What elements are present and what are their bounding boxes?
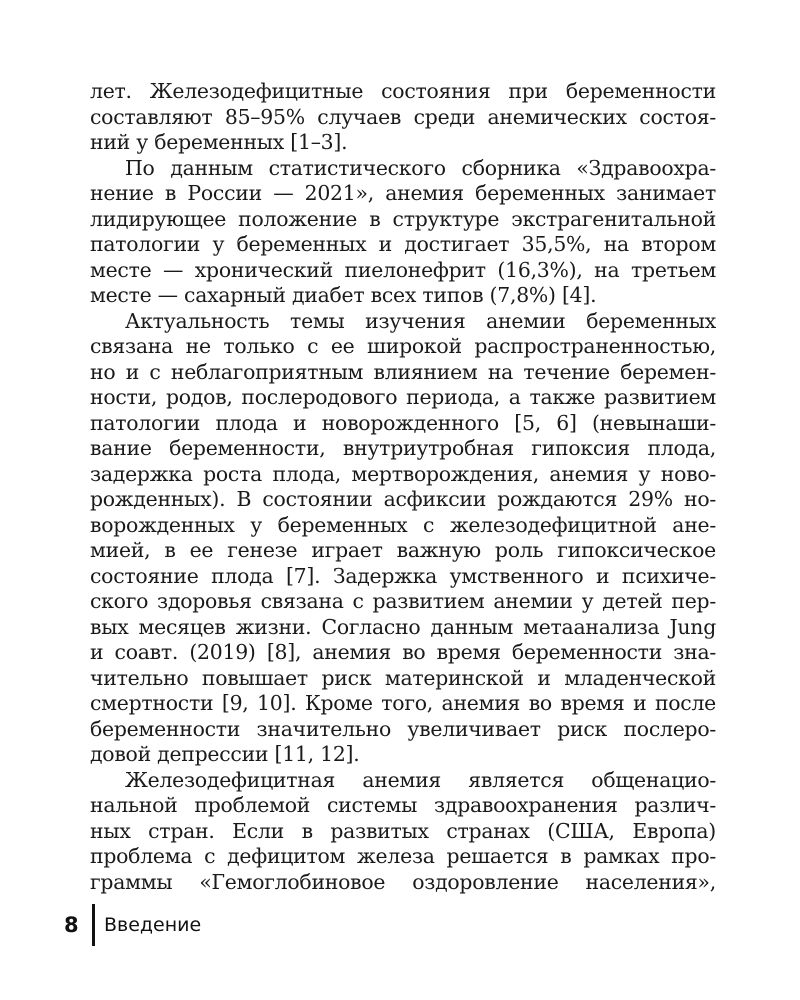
text-line: смертности [9, 10]. Кроме того, анемия во время и после bbox=[90, 691, 716, 715]
text-line: Актуальность темы изучения анемии беременных bbox=[125, 308, 716, 333]
text-line: лет. Железодефицитные состояния при беременности bbox=[90, 79, 716, 103]
text-line: ворожденных у беременных с железодефицитной ане- bbox=[90, 512, 716, 537]
text-line: мией, в ее генезе играет важную роль гипоксическое bbox=[90, 538, 716, 562]
page-number: 8 bbox=[64, 913, 79, 937]
text-line: месте — сахарный диабет всех типов (7,8%) [4]. bbox=[90, 283, 597, 307]
text-line: состояние плода [7]. Задержка умственного и психиче- bbox=[90, 563, 716, 588]
text-line: нение в России — 2021», анемия беременных занимает bbox=[90, 181, 716, 205]
text-line: нальной проблемой системы здравоохранения различ- bbox=[90, 793, 716, 817]
text-line: патологии у беременных и достигает 35,5%, на втором bbox=[90, 232, 716, 256]
text-line: довой депрессии [11, 12]. bbox=[90, 742, 360, 766]
text-line: проблема с дефицитом железа решается в рамках про- bbox=[90, 844, 716, 868]
page-footer bbox=[64, 904, 201, 946]
running-section-title: Введение bbox=[104, 914, 202, 936]
text-line: рожденных). В состоянии асфиксии рождаются 29% но- bbox=[90, 487, 716, 511]
text-line: лидирующее положение в структуре экстрагенитальной bbox=[90, 206, 716, 231]
text-line: патологии плода и новорожденного [5, 6] (невынаши- bbox=[90, 410, 716, 435]
text-line: задержка роста плода, мертворождения, анемия у ново- bbox=[90, 461, 716, 486]
text-line: составляют 85–95% случаев среди анемических состоя- bbox=[90, 104, 716, 129]
text-line: ского здоровья связана с развитием анемии у детей пер- bbox=[90, 589, 716, 613]
text-line: беременности значительно увеличивает риск послеро- bbox=[90, 716, 716, 741]
text-line: связана не только с ее широкой распространенностью, bbox=[90, 334, 716, 358]
text-line: и соавт. (2019) [8], анемия во время беременности зна- bbox=[90, 640, 716, 664]
text-line: чительно повышает риск материнской и младенческой bbox=[90, 665, 716, 690]
text-line: граммы «Гемоглобиновое оздоровление населения», bbox=[90, 869, 716, 894]
text-line: ных стран. Если в развитых странах (США, Европа) bbox=[90, 818, 716, 843]
footer-divider bbox=[92, 904, 95, 946]
text-line: месте — хронический пиелонефрит (16,3%), на третьем bbox=[90, 257, 716, 282]
text-line: вых месяцев жизни. Согласно данным метаанализа Jung bbox=[90, 614, 716, 639]
text-line: вание беременности, внутриутробная гипоксия плода, bbox=[90, 436, 716, 460]
body-text bbox=[90, 79, 716, 895]
text-line: ности, родов, послеродового периода, а также развитием bbox=[90, 385, 716, 409]
text-line: но и с неблагоприятным влиянием на течение беремен- bbox=[90, 359, 716, 384]
text-line: По данным статистического сборника «Здравоохра- bbox=[125, 155, 716, 180]
text-line: Железодефицитная анемия является общенацио- bbox=[125, 767, 716, 792]
text-line: ний у беременных [1–3]. bbox=[90, 130, 348, 154]
